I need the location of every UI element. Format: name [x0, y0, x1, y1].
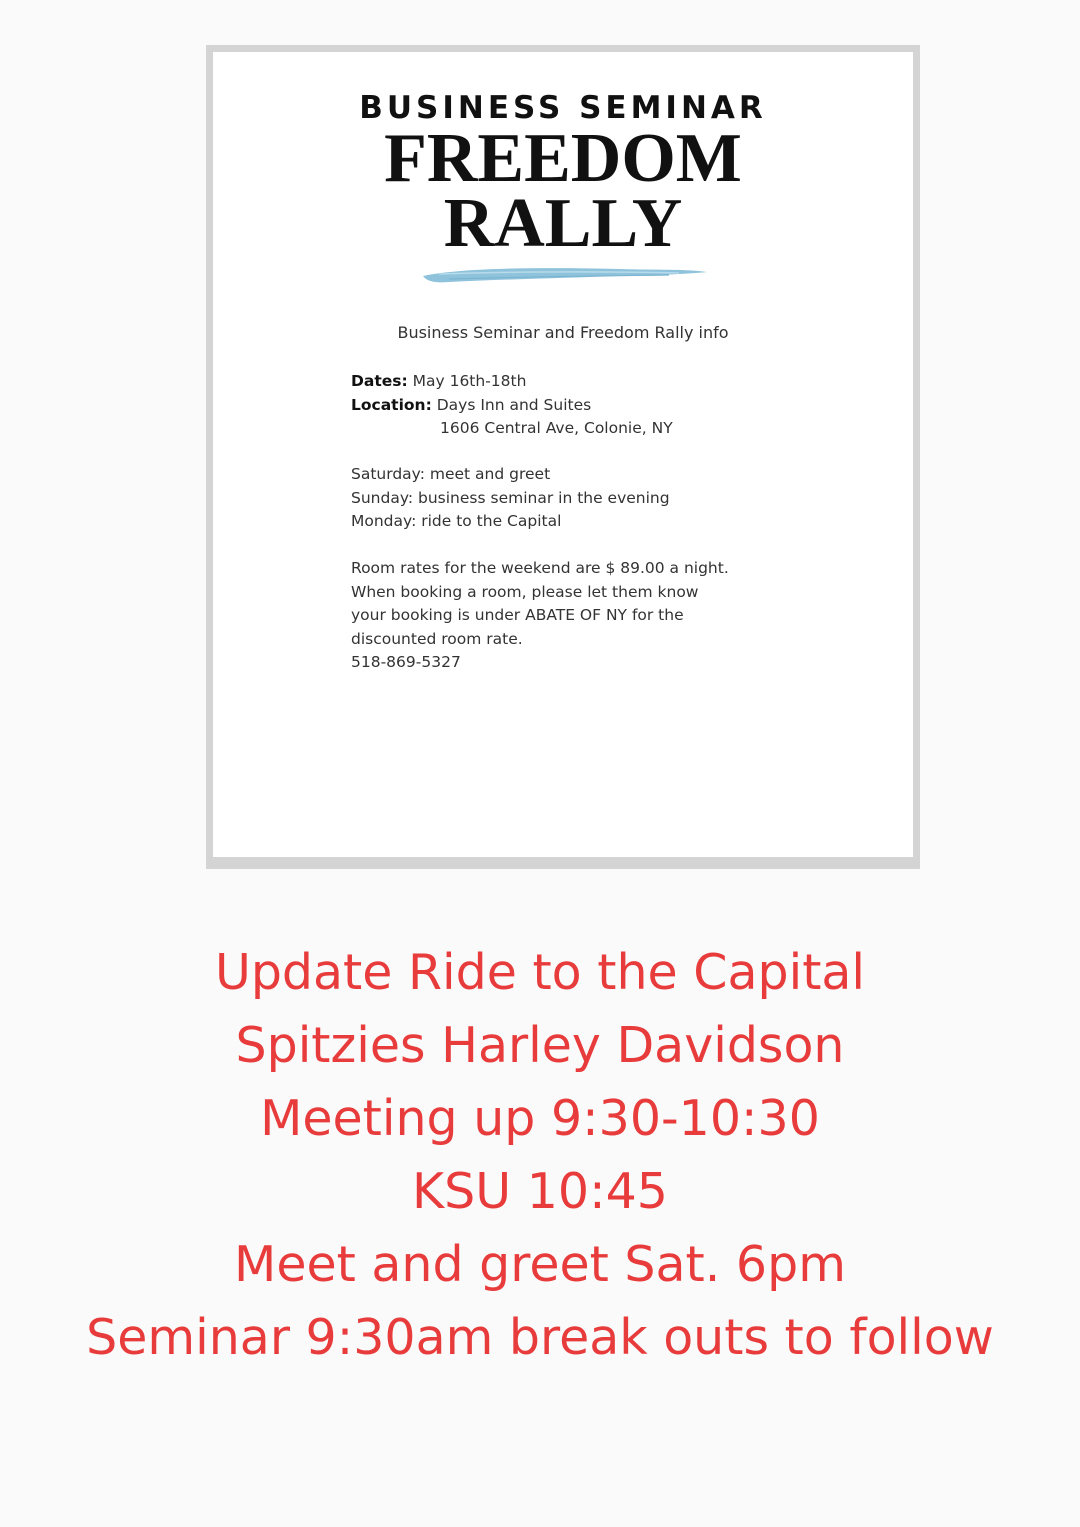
update-line: Seminar 9:30am break outs to follow: [86, 1309, 994, 1366]
schedule-item: Monday: ride to the Capital: [351, 512, 562, 530]
address: 1606 Central Ave, Colonie, NY: [440, 419, 673, 437]
update-line: Meeting up 9:30-10:30: [260, 1090, 820, 1147]
update-line: Meet and greet Sat. 6pm: [234, 1236, 846, 1293]
room-info: [351, 557, 729, 675]
schedule-item: Saturday: meet and greet: [351, 465, 551, 483]
schedule: [351, 463, 670, 534]
brush-stroke-decoration: [419, 262, 711, 288]
info-title: Business Seminar and Freedom Rally info: [397, 323, 729, 342]
location-value: Days Inn and Suites: [436, 395, 592, 414]
flyer-headline-line-2: RALLY: [443, 185, 683, 262]
phone-number: 518-869-5327: [351, 653, 461, 671]
room-info-line: Room rates for the weekend are $ 89.00 a night.: [351, 559, 729, 577]
dates-value: May 16th-18th: [412, 372, 527, 390]
event-details: [351, 370, 673, 441]
flyer-image: [206, 45, 920, 869]
dates-row: [351, 370, 673, 394]
schedule-item: Sunday: business seminar in the evening: [351, 488, 670, 507]
flyer-kicker: BUSINESS SEMINAR: [359, 90, 767, 126]
location-label: Location:: [351, 395, 432, 414]
update-message: [0, 936, 1080, 1374]
flyer-headline-line-1: FREEDOM: [384, 120, 742, 197]
location-row: [351, 394, 673, 418]
room-info-line: your booking is under ABATE OF NY for the: [351, 606, 684, 624]
update-line: Spitzies Harley Davidson: [235, 1017, 845, 1074]
room-info-line: When booking a room, please let them know: [351, 582, 699, 601]
update-line: KSU 10:45: [412, 1163, 668, 1220]
update-line: Update Ride to the Capital: [214, 944, 866, 1001]
dates-label: Dates:: [351, 372, 408, 390]
room-info-line: discounted room rate.: [351, 629, 523, 648]
